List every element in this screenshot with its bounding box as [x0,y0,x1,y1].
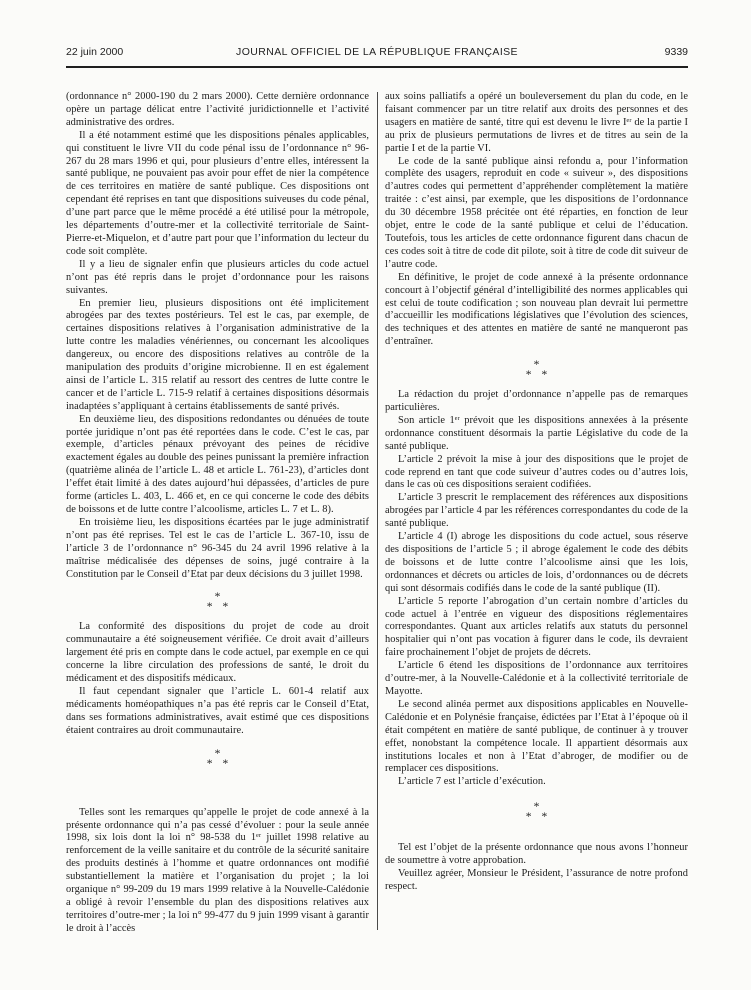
paragraph: En deuxième lieu, des dispositions redondantes ou dénuées de toute portée juridique n’ont pas été reportées dans le code. C’est le cas, par exemple, d’articles pénaux prévoyant des peines de récidive exactement égales au double des peines punissant la première infraction (quatrième alinéa de l’article L. 48 et article L. 761-23), d’articles dont l’effet était limité à des dates aujourd’hui dépassées, d’articles de pure forme (articles L. 403, L. 466 et, en ce qui concerne le code des débits de boissons et de lutte contre l’alcoolisme, articles L. 7 et L. 8). [66,413,369,515]
paragraph: La rédaction du projet d’ordonnance n’appelle pas de remarques particulières. [385,389,688,414]
paragraph: L’article 5 reporte l’abrogation d’un certain nombre d’articles du code actuel à l’entrée en vigueur des dispositions réglementaires correspondantes. Quant aux articles relatifs aux statuts du personnel hospitalier qui n’ont pas vocation à figurer dans le code, ils devraient faire prochainement l’objet de projets de décrets. [385,595,688,659]
header-date: 22 juin 2000 [66,46,124,58]
left-column [66,91,369,936]
header-title: JOURNAL OFFICIEL DE LA RÉPUBLIQUE FRANÇAISE [236,46,518,58]
paragraph: Le second alinéa permet aux dispositions applicables en Nouvelle-Calédonie et en Polynésie française, édictées par l’Etat à l’époque où il était compétent en matière de santé publique, de continuer à y trouver effet, nonobstant la compétence locale. Il appartient désormais aux institutions locales et non à l’Etat d’abroger, de modifier ou de remplacer ces dispositions. [385,698,688,775]
asterisk-top: * [533,801,540,814]
right-column [385,91,688,936]
asterisk-top: * [214,747,221,760]
paragraph: La conformité des dispositions du projet de code au droit communautaire a été soigneusement vérifiée. Ce droit avait d’ailleurs largement été pris en compte dans le code actuel, par exemple en ce qui concerne la libre circulation des professions de santé, le droit du médicament et des dispositifs médicaux. [66,621,369,685]
paragraph: En premier lieu, plusieurs dispositions ont été implicitement abrogées par des textes postérieurs. Tel est le cas, par exemple, de certaines dispositions relatives à l’organisation administrative de la lutte contre les maladies vénériennes, ou concernant les alcooliques dangereux, ou encore des dispositions relatives au contrôle de la manipulation des produits d’origine microbienne. Il en est également ainsi de l’article L. 315 relatif au ressort des centres de lutte contre le cancer et de l’article L. 715-9 relatif à certaines dispositions désormais inadaptées s’appliquant à certains établissements de santé privés. [66,297,369,412]
paragraph: En troisième lieu, les dispositions écartées par le juge administratif n’ont pas été reprises. Tel est le cas de l’article L. 367-10, issu de l’article 3 de l’ordonnance n° 96-345 du 24 avril 1996 relative à la maîtrise médicalisée des dépenses de soins, jugé contraire à la Constitution par le Conseil d’Etat par deux décisions du 3 juillet 1998. [66,516,369,580]
paragraph: aux soins palliatifs a opéré un bouleversement du plan du code, en le faisant commencer par un titre relatif aux droits des personnes et des usagers en matière de santé, titre qui est devenu le livre Iᵉʳ de la partie I au prix de plusieurs permutations de livres et de titres au sein de la partie I et de la partie VI. [385,91,688,154]
asterism-separator [385,360,688,380]
paragraph: Il a été notamment estimé que les dispositions pénales applicables, qui constituent le livre VII du code pénal issu de l’ordonnance n° 96-267 du 28 mars 1996 et qui, pour plusieurs d’entre elles, intéressent la santé publique, ne pouvaient pas avoir pour effet de nier la compétence de ces territoires en matière de santé publique. Ces dispositions ont cependant été reprises en tant que dispositions suiveuses du code pénal, d’une part parce que le même procédé a été utilisé pour la métropole, les départements d’outre-mer et la collectivité territoriale de Saint-Pierre-et-Miquelon, et d’autre part pour que l’information du lecteur du code soit complète. [66,129,369,257]
paragraph: Il faut cependant signaler que l’article L. 601-4 relatif aux médicaments homéopathiques n’a pas été repris car le Conseil d’Etat, dans ses formations administratives, avait estimé que ces dispositions étaient contraires au droit communautaire. [66,685,369,736]
paragraph: L’article 3 prescrit le remplacement des références aux dispositions abrogées par l’article 4 par les références correspondantes du code de la santé publique. [385,492,688,530]
paragraph: Tel est l’objet de la présente ordonnance que nous avons l’honneur de soumettre à votre approbation. [385,842,688,867]
paragraph: Telles sont les remarques qu’appelle le projet de code annexé à la présente ordonnance qui n’a pas cessé d’évoluer : pour la seule année 1998, six lois dont la loi n° 98-538 du 1ᵉʳ juillet 1998 relative au renforcement de la veille sanitaire et du contrôle de la sécurité sanitaire des produits destinés à l’homme et quatre ordonnances ont modifié substantiellement la matière et l’organisation du projet ; la loi organique n° 99-209 du 19 mars 1999 relative à la Nouvelle-Calédonie a obligé à revoir l’ensemble du plan des dispositions relatives aux territoires d’outre-mer ; la loi n° 99-477 du 9 juin 1999 visant à garantir le droit à l’accès [66,806,369,934]
asterisk-pair: * * [525,369,548,382]
paragraph: L’article 4 (I) abroge les dispositions du code actuel, sous réserve des dispositions de l’article 5 ; il abroge également le code des débits de boissons et de lutte contre l’alcoolisme ainsi que les lois, ordonnances et décrets ou articles de lois, d’ordonnances ou de décrets qui sont désormais codifiés dans le code de la santé publique (II). [385,531,688,594]
paragraph: Il y a lieu de signaler enfin que plusieurs articles du code actuel n’ont pas été repris dans le projet d’ordonnance pour les raisons suivantes. [66,258,369,296]
paragraph: Son article 1ᵉʳ prévoit que les dispositions annexées à la présente ordonnance constituent désormais la partie Législative du code de la santé publique. [385,414,688,452]
asterisk-pair: * * [525,811,548,824]
asterisk-pair: * * [206,757,229,770]
asterism-separator [66,749,369,769]
header-page-number: 9339 [664,46,688,58]
asterisk-top: * [214,591,221,604]
paragraph: L’article 6 étend les dispositions de l’ordonnance aux territoires d’outre-mer, à la Nouvelle-Calédonie et à la collectivité territoriale de Mayotte. [385,660,688,697]
column-divider [377,92,378,930]
asterisk-pair: * * [206,601,229,614]
page-header [66,46,688,58]
asterism-separator [385,802,688,822]
asterisk-top: * [533,359,540,372]
paragraph: Le code de la santé publique ainsi refondu a, pour l’information complète des usagers, reproduit en code « suiveur », des dispositions d’autres codes qui permettent d’appréhender complètement la matière traitée : c’est ainsi, par exemple, que les dispositions de l’ordonnance du 30 décembre 1958 précitée ont été réparties, en fonction de leur objet, entre le code de la santé publique et celui de l’éducation. Toutefois, tous les articles de cette ordonnance figurent dans chacun de ces codes soit à titre de code dit pilote, soit à titre de code dit suiveur de l’autre code. [385,155,688,270]
paragraph: (ordonnance n° 2000-190 du 2 mars 2000). Cette dernière ordonnance opère un partage délicat entre l’activité juridictionnelle et l’activité administrative des ordres. [66,91,369,128]
asterism-separator [66,592,369,612]
paragraph: L’article 2 prévoit la mise à jour des dispositions que le projet de code reprend en tant que code suiveur d’autres codes ou d’autres lois, dans le cas où ces dispositions seraient codifiées. [385,453,688,491]
paragraph: En définitive, le projet de code annexé à la présente ordonnance concourt à l’objectif général d’intelligibilité des normes applicables qui est celui de toute codification ; son nouveau plan devrait lui permettre d’accueillir les modifications législatives que l’évolution des sciences, des techniques et des attentes en matière de santé ne manqueront pas d’entraîner. [385,271,688,348]
paragraph: L’article 7 est l’article d’exécution. [398,776,546,788]
paragraph: Veuillez agréer, Monsieur le Président, l’assurance de notre profond respect. [385,868,688,892]
header-rule [66,66,688,68]
document-body [66,91,688,936]
